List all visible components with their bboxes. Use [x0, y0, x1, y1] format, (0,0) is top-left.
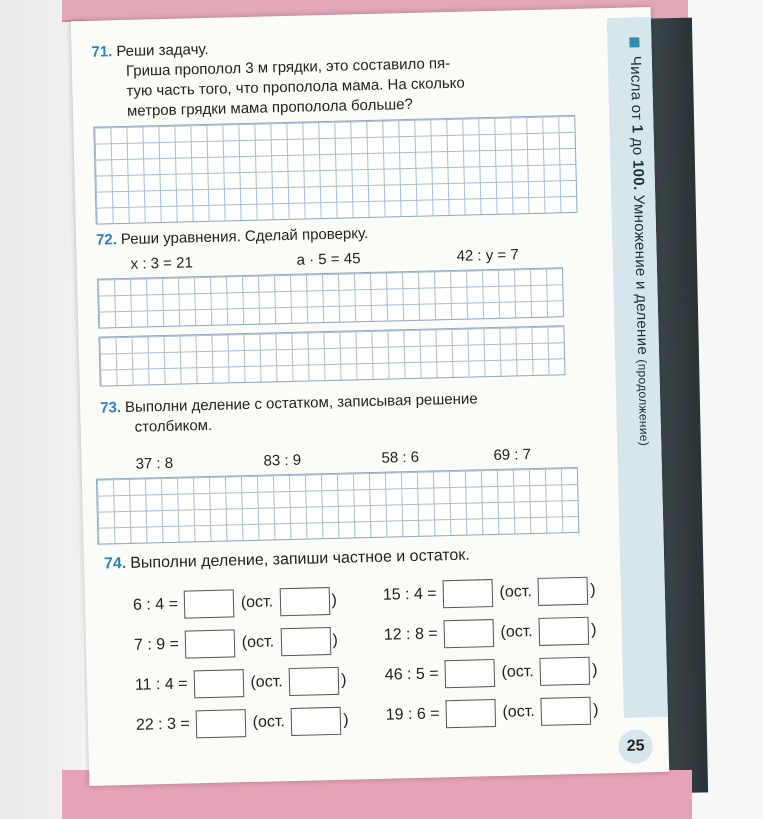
answer-grid-72b[interactable] [98, 325, 565, 386]
task-number: 71. [91, 43, 113, 61]
remainder-label: (ост. [501, 663, 534, 681]
quotient-box[interactable] [443, 579, 494, 608]
page-number: 25 [618, 729, 653, 764]
task-title: Выполни деление, запиши частное и остаток. [130, 546, 470, 572]
answer-grid-73[interactable] [96, 467, 579, 545]
division-row [383, 577, 596, 610]
remainder-box[interactable] [538, 577, 589, 606]
equation: 42 : y = 7 [456, 246, 519, 265]
remainder-box[interactable] [539, 617, 590, 646]
division-row [134, 627, 338, 660]
chapter-title-text: Числа от [626, 55, 646, 125]
task-title: Реши задачу. [116, 40, 209, 61]
division-row [384, 657, 597, 690]
closing-paren: ) [340, 671, 347, 689]
closing-paren: ) [590, 581, 596, 599]
division-example: 83 : 9 [263, 451, 302, 470]
division-expression: 12 : 8 = [383, 625, 438, 644]
task-74 [104, 546, 470, 575]
remainder-label: (ост. [499, 583, 532, 601]
division-example: 58 : 6 [381, 448, 420, 467]
closing-paren: ) [592, 701, 599, 719]
division-example: 37 : 8 [135, 454, 174, 473]
division-expression: 6 : 4 = [132, 595, 179, 614]
chapter-title [626, 37, 653, 446]
chapter-title-to: до [628, 133, 647, 161]
remainder-label: (ост. [252, 713, 286, 731]
division-row [385, 697, 598, 730]
division-expression: 15 : 4 = [382, 585, 437, 604]
task-title: Выполни деление с остатком, записывая решение [124, 390, 478, 416]
task-71 [91, 34, 465, 123]
remainder-label: (ост. [241, 633, 275, 652]
division-expression: 19 : 6 = [385, 705, 440, 724]
closing-paren: ) [331, 591, 338, 609]
task-title: Реши уравнения. Сделай проверку. [120, 224, 369, 249]
task-text-line: метров грядки мама прополола больше? [126, 95, 414, 120]
chapter-title-num1: 1 [628, 124, 646, 134]
division-row [135, 667, 347, 700]
closing-paren: ) [343, 711, 349, 729]
quotient-box[interactable] [444, 619, 495, 648]
closing-paren: ) [332, 631, 338, 649]
answer-grid-71[interactable] [93, 115, 577, 225]
remainder-box[interactable] [279, 587, 330, 616]
remainder-box[interactable] [280, 627, 331, 656]
equation: x : 3 = 21 [130, 254, 194, 273]
closing-paren: ) [590, 621, 597, 639]
chapter-title-topic: Умножение и деление [630, 190, 652, 360]
remainder-box[interactable] [541, 697, 592, 726]
task-text-line: Гриша прополол 3 м грядки, это составило пя- [125, 54, 451, 80]
workbook-page [71, 7, 670, 786]
task-73 [100, 389, 478, 438]
remainder-label: (ост. [502, 703, 535, 721]
task-text-line: тую часть того, что прополола мама. На сколько [126, 74, 465, 100]
quotient-box[interactable] [196, 709, 247, 738]
division-expression: 11 : 4 = [134, 675, 188, 694]
quotient-box[interactable] [445, 659, 496, 688]
division-row [384, 617, 597, 650]
task-text-line: столбиком. [134, 416, 213, 436]
remainder-label: (ост. [500, 623, 533, 641]
division-row [133, 587, 337, 620]
task-number: 74. [103, 555, 127, 573]
chapter-title-num2: 100. [629, 159, 648, 191]
quotient-box[interactable] [446, 699, 497, 728]
remainder-label: (ост. [250, 673, 283, 692]
background-left [0, 0, 82, 819]
remainder-label: (ост. [240, 593, 274, 612]
task-number: 72. [95, 231, 118, 249]
closing-paren: ) [591, 661, 598, 679]
division-expression: 46 : 5 = [384, 665, 439, 684]
quotient-box[interactable] [194, 669, 245, 698]
remainder-box[interactable] [291, 707, 342, 736]
division-expression: 22 : 3 = [135, 715, 190, 734]
task-number: 73. [99, 399, 122, 417]
equation: a · 5 = 45 [296, 250, 361, 269]
division-row [136, 707, 349, 740]
square-marker-icon [629, 37, 639, 47]
quotient-box[interactable] [184, 589, 235, 618]
answer-grid-72a[interactable] [97, 267, 564, 328]
quotient-box[interactable] [185, 629, 236, 658]
chapter-title-continued: (продолжение) [635, 359, 652, 447]
division-example: 69 : 7 [493, 446, 532, 464]
task-72 [96, 224, 369, 251]
division-expression: 7 : 9 = [133, 635, 180, 654]
remainder-box[interactable] [289, 667, 340, 696]
remainder-box[interactable] [540, 657, 591, 686]
